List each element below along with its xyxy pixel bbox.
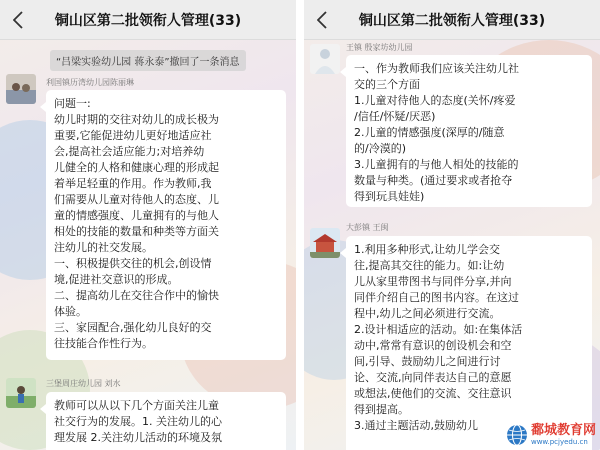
globe-logo-icon [506,424,528,446]
message-line: 往,提高其交往的能力。如:让幼 [354,259,505,272]
message-bubble[interactable] [346,236,592,450]
message-line: 儿健全的人格和健康心理的形成起 [54,161,219,174]
message-line: 得到玩具娃娃) [354,190,425,203]
message-line: 问题一: [54,97,91,110]
message-line: 交的三个方面 [354,78,420,91]
message-line: 同伴介绍自己的图书内容。在这过 [354,291,519,304]
message-line: 一、积极提供交往的机会,创设情 [54,257,212,270]
avatar[interactable] [310,44,340,74]
chat-title: 铜山区第二批领衔人管理(33) [54,12,242,29]
message-line: 注幼儿的社交发展。 [54,241,153,254]
chevron-left-icon [13,11,23,29]
message-line: 体验。 [54,305,87,318]
chat-title: 铜山区第二批领衔人管理(33) [358,12,546,29]
message-line: 二、提高幼儿在交往合作中的愉快 [54,289,219,302]
message-line: 理发展 2.关注幼儿活动的环境及氛 [54,431,222,444]
back-button[interactable] [8,9,28,31]
message-line: 童的情感强度、儿童拥有的与他人 [54,209,219,222]
watermark-url: www.pcjyedu.cn [530,438,588,446]
sender-name: 王镇 殷家坊幼儿园 [346,43,413,52]
site-watermark [506,424,596,446]
watermark-title: 鄱城教育网 [530,423,596,438]
sender-name: 利国镇历湾幼儿园陈丽琳 [46,78,134,87]
chat-header [304,0,600,40]
avatar-image-icon [310,44,340,74]
message-line: 社交行为的发展。1. 关注幼儿的心 [54,415,222,428]
chevron-left-icon [317,11,327,29]
message-line: 数量与种类。(通过要求或者抢夺 [354,174,513,187]
avatar[interactable] [6,378,36,408]
message-line: 或想法,使他们的交流、交往意识 [354,387,512,400]
avatar-image-icon [6,74,36,104]
message-line: 论、交流,向同伴表达自己的意愿 [354,371,512,384]
message-line: 会,提高社会适应能力;对培养幼 [54,145,205,158]
message-line: 间,引导、鼓励幼儿之间进行讨 [354,355,501,368]
message-line: 1.儿童对待他人的态度(关怀/疼爱 [354,94,516,107]
avatar-image-icon [6,378,36,408]
avatar[interactable] [6,74,36,104]
back-button[interactable] [312,9,332,31]
message-line: 程中,幼儿之间必须进行交流。 [354,307,501,320]
message-line: 教师可以从以下几个方面关注儿童 [54,399,219,412]
message-line: 动中,常常有意识的创设机会和空 [354,339,512,352]
message-line: 2.儿童的情感强度(深厚的/随意 [354,126,505,139]
recall-notice: “吕梁实验幼儿园 蒋永泰”撤回了一条消息 [50,50,246,71]
message-line: 得到提高。 [354,403,409,416]
message-bubble[interactable] [46,90,286,360]
message-line: 境,促进社交意识的形成。 [54,273,179,286]
message-line: 着举足轻重的作用。作为教师,我 [54,177,212,190]
message-line: 2.设计相适应的活动。如:在集体活 [354,323,523,336]
sender-name: 三堡周庄幼儿园 刘水 [46,379,121,388]
panel-divider [296,0,304,450]
chat-window-left [0,0,296,450]
message-line: 3.儿童拥有的与他人相处的技能的 [354,158,519,171]
chat-header [0,0,296,40]
message-line: 儿从家里带图书与同伴分享,并向 [354,275,512,288]
message-bubble[interactable] [346,55,592,207]
avatar[interactable] [310,228,340,258]
sender-name: 大彭镇 王闽 [346,223,389,232]
message-line: 的/冷漠的) [354,142,406,155]
message-line: 一、作为教师我们应该关注幼儿社 [354,62,519,75]
message-line: /信任/怀疑/厌恶) [354,110,436,123]
message-line: 重要,它能促进幼儿更好地适应社 [54,129,212,142]
message-line: 3.通过主题活动,鼓励幼儿 [354,419,478,432]
message-line: 三、家园配合,强化幼儿良好的交 [54,321,212,334]
message-line: 往技能合作性行为。 [54,337,153,350]
message-line: 相处的技能的数量和种类等方面关 [54,225,219,238]
message-line: 1.利用多种形式,让幼儿学会交 [354,243,500,256]
avatar-image-icon [310,228,340,258]
message-bubble[interactable] [46,392,286,450]
chat-window-right [304,0,600,450]
message-line: 幼儿时期的交往对幼儿的成长极为 [54,113,219,126]
message-line: 们需要从儿童对待他人的态度、儿 [54,193,219,206]
